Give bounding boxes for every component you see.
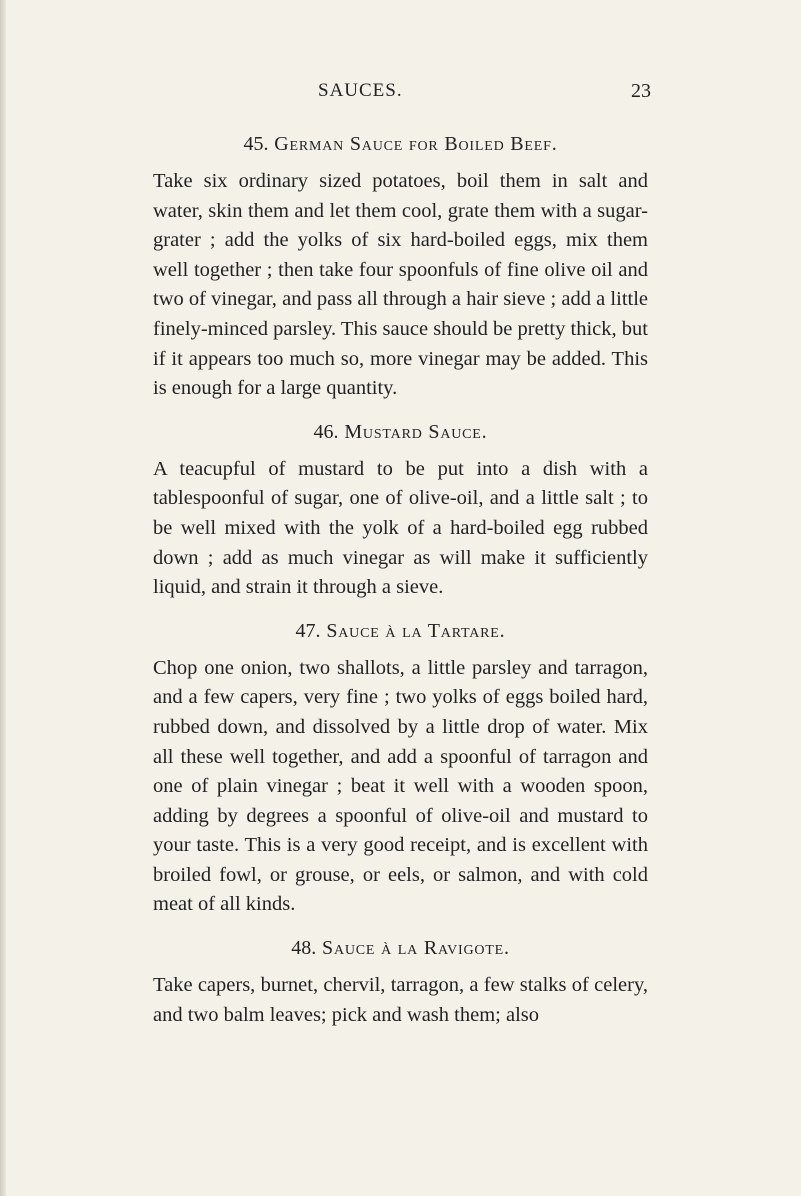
recipe-number: 45. [243, 133, 269, 155]
recipe-text-46: A teacupful of mustard to be put into a dish with a tablespoonful of sugar, one of olive-oil, and a little salt ; to be well mixed with the yolk of a hard-boiled egg rubbed down ; add as much vinegar as will make it sufficiently liquid, and strain it through a sieve. [153, 457, 648, 599]
page-body [153, 133, 648, 1030]
recipe-number: 46. [313, 420, 339, 443]
page-edge-shadow [0, 0, 6, 1196]
recipe-text-45: Take six ordinary sized potatoes, boil them in salt and water, skin them and let them cool, grate them with a sugar-grater ; add the yolks of six hard-boiled eggs, mix them well together ; then take four spoonfuls of fine olive oil and two of vinegar, and pass all through a hair sieve ; add a little finely-minced parsley. This sauce should be pretty thick, but if it appears too much so, more vinegar may be added. This is enough for a large quantity. [153, 170, 648, 400]
page-number: 23 [631, 80, 651, 102]
recipe-title: Mustard Sauce. [344, 420, 488, 443]
running-head: SAUCES. [318, 80, 403, 101]
recipe-heading-46 [153, 421, 648, 444]
recipe-heading-48 [153, 937, 648, 960]
recipe-title: Sauce à la Ravigote. [322, 937, 510, 960]
recipe-text-47: Chop one onion, two shallots, a little parsley and tarragon, and a few capers, very fine ; two yolks of eggs boiled hard, rubbed down, and dissolved by a little drop of water. Mix all these well together, and add a spoonful of tarragon and one of plain vinegar ; beat it well with a wooden spoon, adding by degrees a spoonful of olive-oil and mustard to your taste. This is a very good receipt, and is excellent with broiled fowl, or grouse, or eels, or salmon, and with cold meat of all kinds. [153, 656, 648, 916]
recipe-heading-45 [153, 133, 648, 156]
page-header [0, 80, 801, 110]
recipe-number: 48. [291, 937, 317, 960]
recipe-heading-47 [153, 620, 648, 643]
recipe-title: German Sauce for Boiled Beef. [274, 133, 558, 155]
recipe-text-48: Take capers, burnet, chervil, tarragon, a few stalks of celery, and two balm leaves; pick and wash them; also [153, 974, 648, 1026]
recipe-number: 47. [295, 619, 321, 642]
recipe-title: Sauce à la Tartare. [326, 619, 506, 642]
